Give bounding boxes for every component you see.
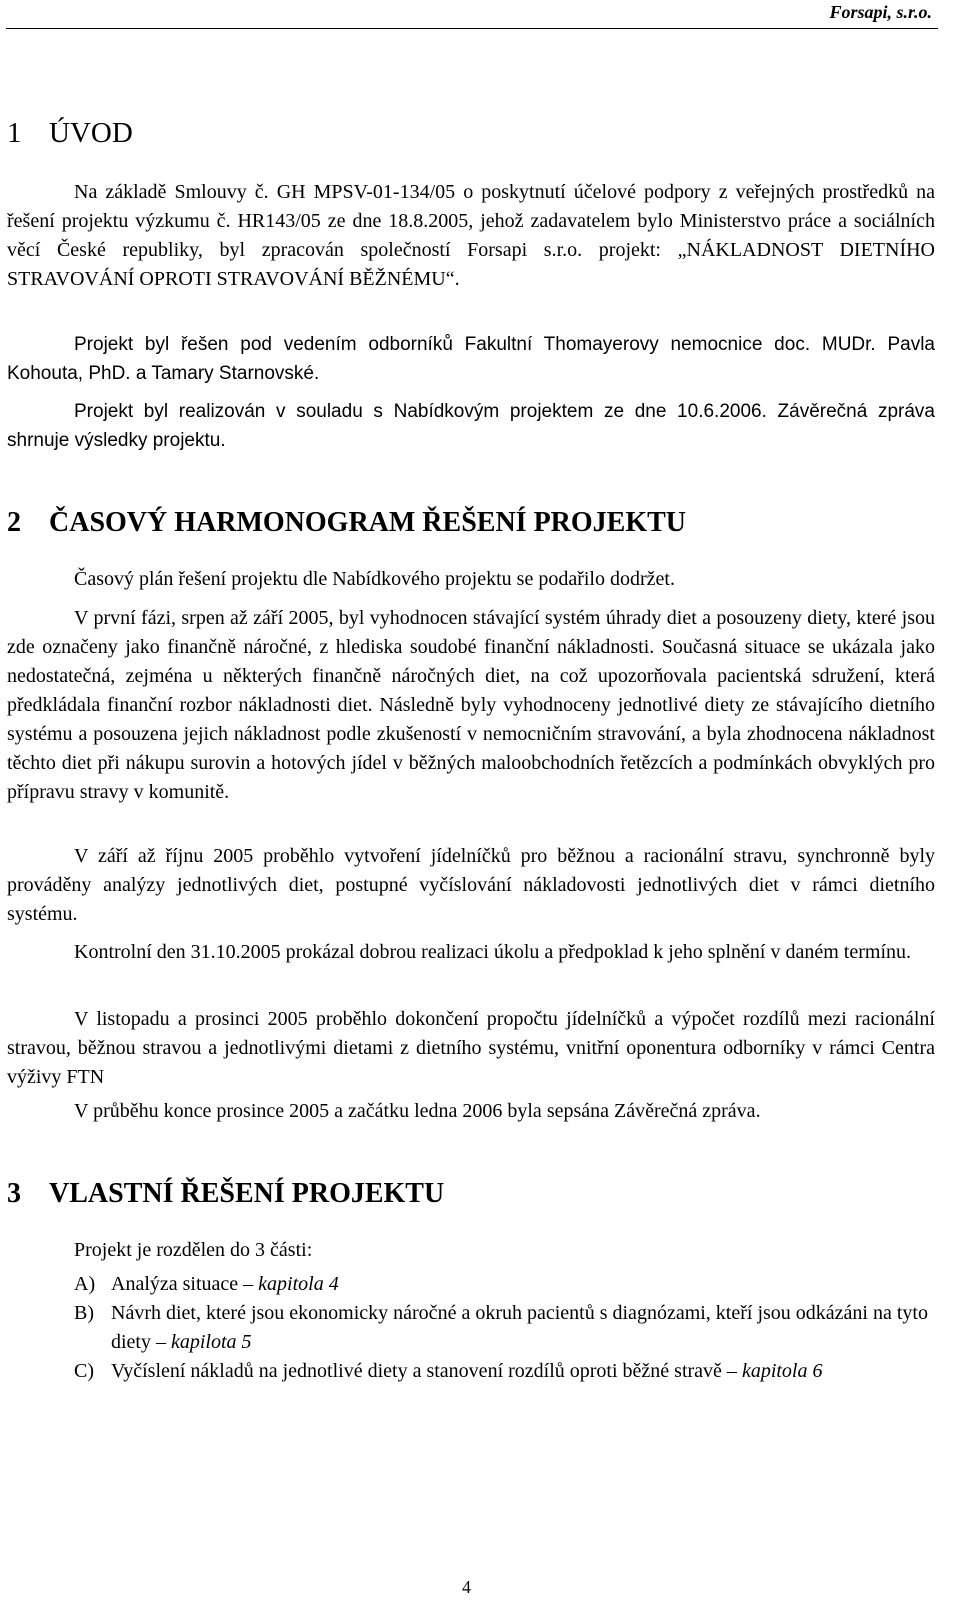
section-1-heading (7, 117, 133, 150)
section-2-paragraph-1: Časový plán řešení projektu dle Nabídkového projektu se podařilo dodržet. (74, 568, 675, 590)
section-1-number: 1 (7, 117, 22, 149)
section-3-list (74, 1270, 934, 1386)
section-2-heading (7, 507, 686, 539)
page-number: 4 (462, 1577, 471, 1597)
section-2-paragraph-2: V první fázi, srpen až září 2005, byl vyhodnocen stávající systém úhrady diet a posouzeny diety, které jsou zde označeny jako finančně náročné, z hlediska soudobé finanční nákladnosti. Současná situace se ukázala jako nedostatečná, zejména u některých finančně náročných diet, na což upozorňovala pacientská sdružení, která předkládala finanční rozbor nákladnosti diet. Následně byly vyhodnoceny jednotlivé diety ze stávajícího dietního systému a posouzena jejich nákladnost podle zkušeností v nemocničním stravování, a byla zhodnocena nákladnost těchto diet při nákupu surovin a hotových jídel v běžných maloobchodních řetězcích a podmínkách obvyklých pro přípravu stravy v komunitě. (7, 607, 935, 803)
list-marker: B) (74, 1302, 94, 1324)
section-3-heading (7, 1178, 444, 1210)
section-2-paragraph-5: V listopadu a prosinci 2005 proběhlo dokončení propočtu jídelníčků a výpočet rozdílů mezi racionální stravou, běžnou stravou a jednotlivými dietami z dietního systému, vnitřní oponentura odborníky v rámci Centra výživy FTN (7, 1008, 935, 1088)
section-1-paragraph-1: Na základě Smlouvy č. GH MPSV-01-134/05 o poskytnutí účelové podpory z veřejných prostředků na řešení projektu výzkumu č. HR143/05 ze dne 18.8.2005, jehož zadavatelem bylo Ministerstvo práce a sociálních věcí České republiky, byl zpracován společností Forsapi s.r.o. projekt: „NÁKLADNOST DIETNÍHO STRAVOVÁNÍ OPROTI STRAVOVÁNÍ BĚŽNÉMU“. (7, 181, 935, 290)
list-item (74, 1270, 934, 1299)
section-2-paragraph-3: V září až říjnu 2005 proběhlo vytvoření jídelníčků pro běžnou a racionální stravu, synchronně byly prováděny analýzy jednotlivých diet, postupné vyčíslování nákladovosti jednotlivých diet v rámci dietního systému. (7, 845, 935, 925)
list-marker: A) (74, 1273, 96, 1295)
section-2-paragraph-4: Kontrolní den 31.10.2005 prokázal dobrou realizaci úkolu a předpoklad k jeho splnění v daném termínu. (74, 941, 912, 963)
section-3-number: 3 (7, 1178, 21, 1209)
section-1-title: ÚVOD (49, 117, 133, 149)
section-2-paragraph-6: V průběhu konce prosince 2005 a začátku ledna 2006 byla sepsána Závěrečná zpráva. (74, 1100, 761, 1122)
running-header: Forsapi, s.r.o. (829, 2, 932, 22)
chapter-reference: kapitola 4 (258, 1273, 339, 1295)
list-marker: C) (74, 1360, 94, 1382)
section-2-number: 2 (7, 507, 21, 538)
section-1-paragraph-2: Projekt byl řešen pod vedením odborníků Fakultní Thomayerovy nemocnice doc. MUDr. Pavla Kohouta, PhD. a Tamary Starnovské. (7, 334, 935, 384)
list-item (74, 1357, 934, 1386)
list-item-text: Vyčíslení nákladů na jednotlivé diety a stanovení rozdílů oproti běžné stravě – (111, 1360, 742, 1382)
section-3-title: VLASTNÍ ŘEŠENÍ PROJEKTU (49, 1178, 445, 1209)
header-rule (6, 28, 938, 29)
chapter-reference: kapitola 6 (741, 1360, 823, 1382)
chapter-reference: kapilota 5 (171, 1331, 252, 1353)
section-1-paragraph-3: Projekt byl realizován v souladu s Nabídkovým projektem ze dne 10.6.2006. Závěrečná zpráva shrnuje výsledky projektu. (7, 401, 935, 451)
section-3-intro: Projekt je rozdělen do 3 části: (74, 1239, 313, 1261)
list-item-text: Analýza situace – (111, 1273, 259, 1295)
list-item (74, 1299, 934, 1357)
section-2-title: ČASOVÝ HARMONOGRAM ŘEŠENÍ PROJEKTU (49, 507, 687, 538)
list-item-text: Návrh diet, které jsou ekonomicky náročné a okruh pacientů s diagnózami, kteří jsou odkázáni na tyto diety – (111, 1302, 928, 1353)
